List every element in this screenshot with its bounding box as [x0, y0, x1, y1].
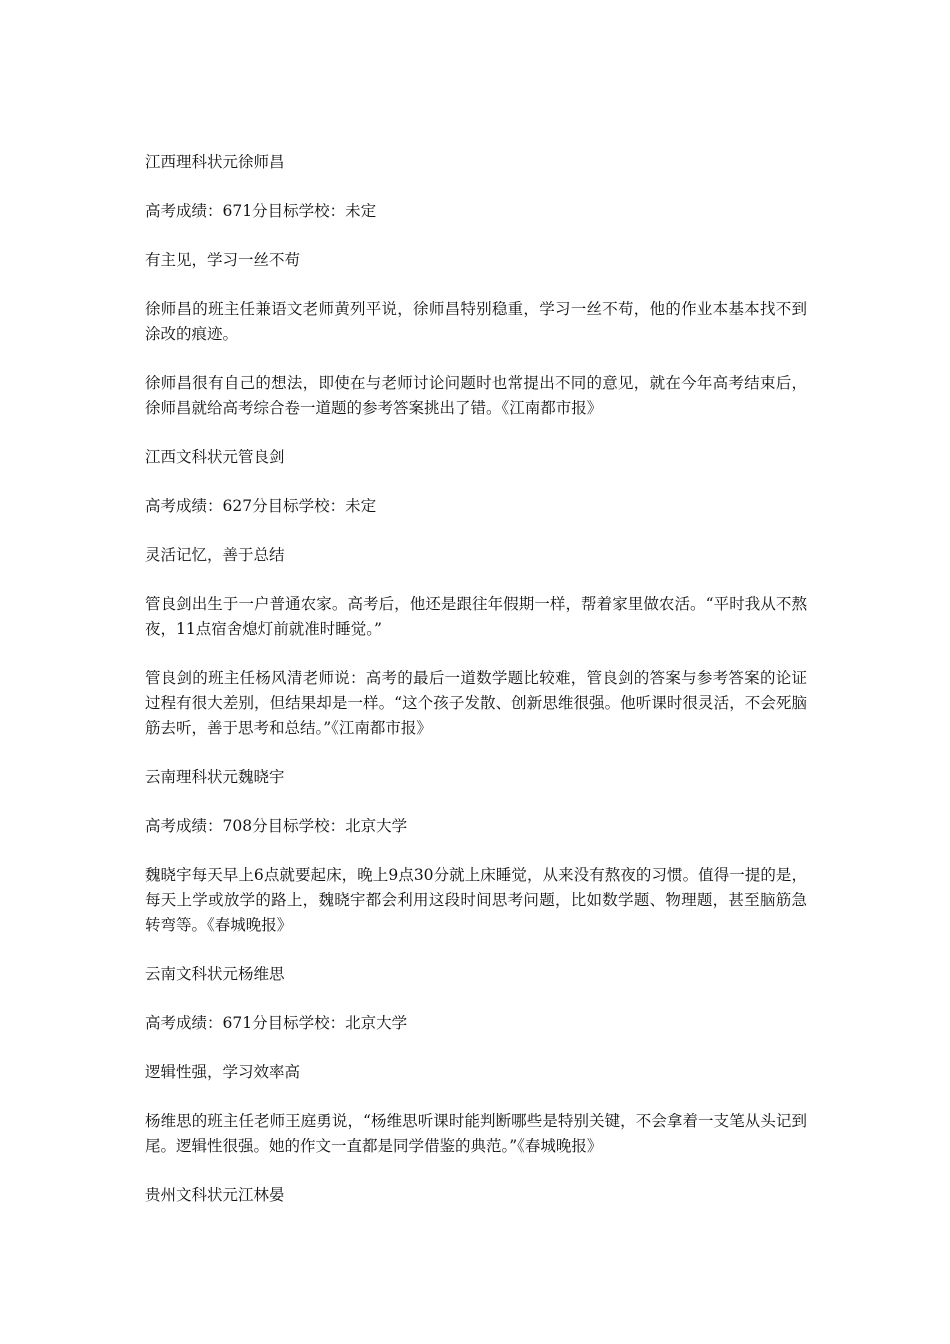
heading-yunnan-arts: 云南文科状元杨维思 [145, 965, 285, 983]
score-line-xu: 高考成绩：671分目标学校：未定 [145, 202, 377, 220]
document-body [145, 150, 807, 1232]
subheading-xu: 有主见，学习一丝不苟 [145, 251, 301, 269]
paragraph-yang: 杨维思的班主任老师王庭勇说，“杨维思听课时能判断哪些是特别关键，不会拿着一支笔从头记到尾。逻辑性很强。她的作文一直都是同学借鉴的典范。”《春城晚报》 [145, 1112, 807, 1155]
heading-jiangxi-science: 江西理科状元徐师昌 [145, 153, 285, 171]
subheading-yang: 逻辑性强，学习效率高 [145, 1063, 301, 1081]
paragraph-xu-2: 徐师昌很有自己的想法，即使在与老师讨论问题时也常提出不同的意见，就在今年高考结束后，徐师昌就给高考综合卷一道题的参考答案挑出了错。《江南都市报》 [145, 374, 807, 417]
score-line-wei: 高考成绩：708分目标学校：北京大学 [145, 817, 408, 835]
paragraph-guan-2: 管良剑的班主任杨风清老师说：高考的最后一道数学题比较难，管良剑的答案与参考答案的论证过程有很大差别，但结果却是一样。“这个孩子发散、创新思维很强。他听课时很灵活，不会死脑筋去听，善于思考和总结。”《江南都市报》 [145, 669, 807, 737]
heading-guizhou-arts: 贵州文科状元江林晏 [145, 1186, 285, 1204]
heading-yunnan-science: 云南理科状元魏晓宇 [145, 768, 285, 786]
paragraph-wei: 魏晓宇每天早上6点就要起床，晚上9点30分就上床睡觉，从来没有熬夜的习惯。值得一提的是，每天上学或放学的路上，魏晓宇都会利用这段时间思考问题，比如数学题、物理题，甚至脑筋急转弯等。《春城晚报》 [145, 866, 807, 934]
paragraph-xu-1: 徐师昌的班主任兼语文老师黄列平说，徐师昌特别稳重，学习一丝不苟，他的作业本基本找不到涂改的痕迹。 [145, 300, 807, 343]
subheading-guan: 灵活记忆，善于总结 [145, 546, 285, 564]
paragraph-guan-1: 管良剑出生于一户普通农家。高考后，他还是跟往年假期一样，帮着家里做农活。“平时我从不熬夜，11点宿舍熄灯前就准时睡觉。” [145, 595, 807, 638]
score-line-guan: 高考成绩：627分目标学校：未定 [145, 497, 377, 515]
score-line-yang: 高考成绩：671分目标学校：北京大学 [145, 1014, 408, 1032]
heading-jiangxi-arts: 江西文科状元管良剑 [145, 448, 285, 466]
